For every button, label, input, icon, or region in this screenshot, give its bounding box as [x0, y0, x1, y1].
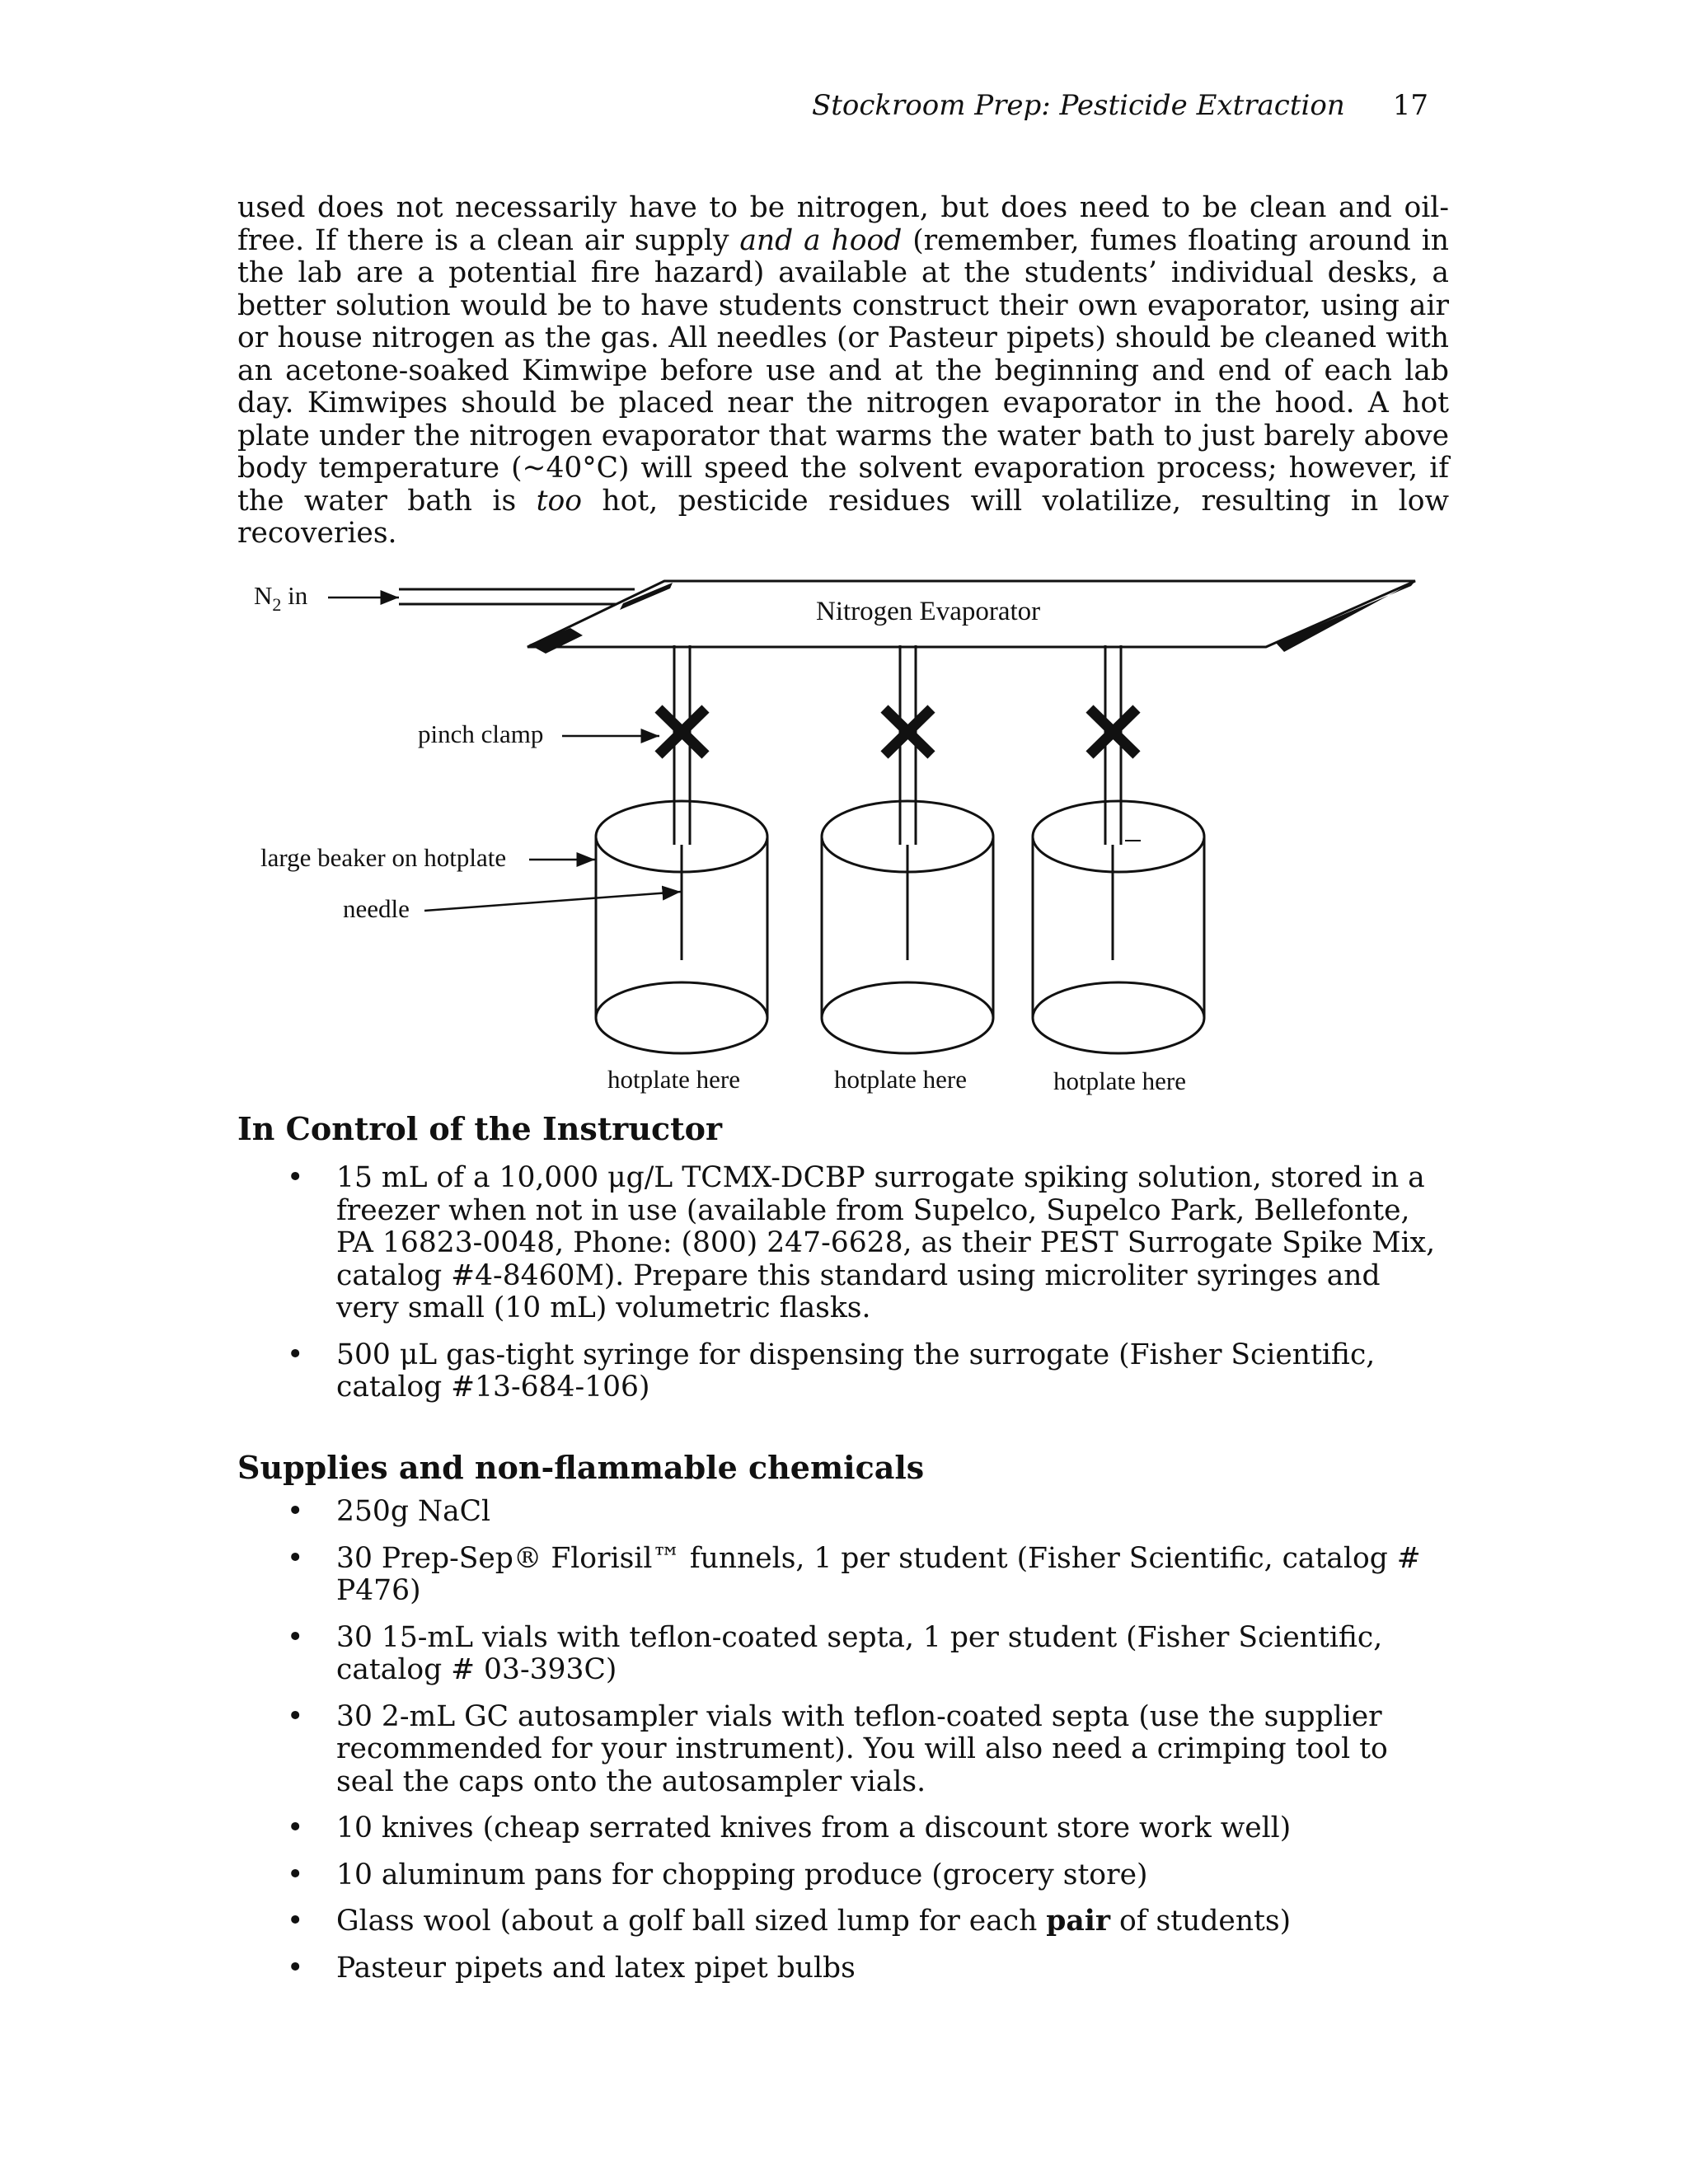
list-item: • 250g NaCl: [0, 1496, 1451, 1529]
n2-in-label: $N_2$ in: [254, 581, 308, 615]
beaker-3: [1033, 801, 1204, 1053]
section-heading-instructor: In Control of the Instructor: [237, 1110, 722, 1147]
list-item: • 15 mL of a 10,000 μg/L TCMX-DCBP surrogate spiking solution, stored in a freezer when not in use (available from Supelco, Supelco Park, Bellefonte, PA 16823-0048, Phone: (800) 247-6628, as their PEST Surrogate Spike Mix, catalog #4-8460M). Prepare this standard using microliter syringes and very small (10 mL) volumetric flasks.: [0, 1162, 1451, 1325]
intro-text-2: (remember, fumes floating around in the lab are a potential fire hazard) available at the students’ individual desks, a better solution would be to have students construct their own evaporator, using air or house nitrogen as the gas. All needles (or Pasteur pipets) should be cleaned with an acetone-soaked Kimwipe before use and at the beginning and end of each lab day. Kimwipes should be placed near the nitrogen evaporator in the hood. A hot plate under the nitrogen evaporator that warms the water bath to just barely above body temperature (~40°C) will speed the solvent evaporation process; however, if the water bath is: [237, 223, 1450, 518]
intro-text-1: used does not necessarily have to be nitrogen, but does need to be clean and oil-free. If there is a clean air supply: [237, 191, 1449, 257]
hotplate-label-2: hotplate here: [834, 1065, 967, 1094]
needle-label: needle: [343, 894, 410, 923]
list-item: • 30 2-mL GC autosampler vials with teflon-coated septa (use the supplier recommended for your instrument). You will also need a crimping tool to seal the caps onto the autosampler vials.: [0, 1701, 1451, 1799]
evaporator-label: Nitrogen Evaporator: [816, 597, 1041, 626]
list-item: • 500 μL gas-tight syringe for dispensing the surrogate (Fisher Scientific, catalog #13-684-106): [0, 1339, 1451, 1404]
intro-paragraph: [237, 192, 1449, 551]
intro-emphasis-too: too: [536, 484, 582, 518]
supplies-list: [0, 1496, 1451, 1999]
list-item: • 10 knives (cheap serrated knives from a discount store work well): [0, 1812, 1451, 1845]
pinch-clamp-label: pinch clamp: [418, 719, 544, 748]
glass-wool-text-2: of students): [1110, 1905, 1292, 1938]
glass-wool-bold: pair: [1046, 1905, 1111, 1938]
instructor-list: [0, 1162, 1451, 1418]
list-item: • Pasteur pipets and latex pipet bulbs: [0, 1952, 1451, 1985]
list-item: • 10 aluminum pans for chopping produce (grocery store): [0, 1859, 1451, 1892]
nitrogen-evaporator-diagram: [0, 560, 1688, 1104]
large-beaker-label: large beaker on hotplate: [260, 843, 507, 872]
list-item: • 30 Prep-Sep® Florisil™ funnels, 1 per student (Fisher Scientific, catalog # P476): [0, 1543, 1451, 1608]
list-item: • 30 15-mL vials with teflon-coated septa, 1 per student (Fisher Scientific, catalog # 03-393C): [0, 1622, 1451, 1687]
hotplate-label-3: hotplate here: [1053, 1066, 1186, 1095]
running-head-title: Stockroom Prep: Pesticide Extraction: [811, 89, 1345, 122]
hotplate-label-1: hotplate here: [607, 1065, 740, 1094]
intro-emphasis-hood: and a hood: [739, 223, 903, 257]
section-heading-supplies: Supplies and non-flammable chemicals: [237, 1449, 925, 1486]
intro-text-3: hot, pesticide residues will volatilize, resulting in low recoveries.: [237, 484, 1449, 550]
list-item-glass-wool: [0, 1905, 1451, 1938]
glass-wool-text-1: Glass wool (about a golf ball sized lump for each: [336, 1905, 1047, 1938]
page-number: 17: [1392, 89, 1428, 122]
needle-arrow: [424, 892, 681, 911]
n2-inlet-tube: [399, 589, 635, 604]
running-head: [812, 89, 1428, 122]
